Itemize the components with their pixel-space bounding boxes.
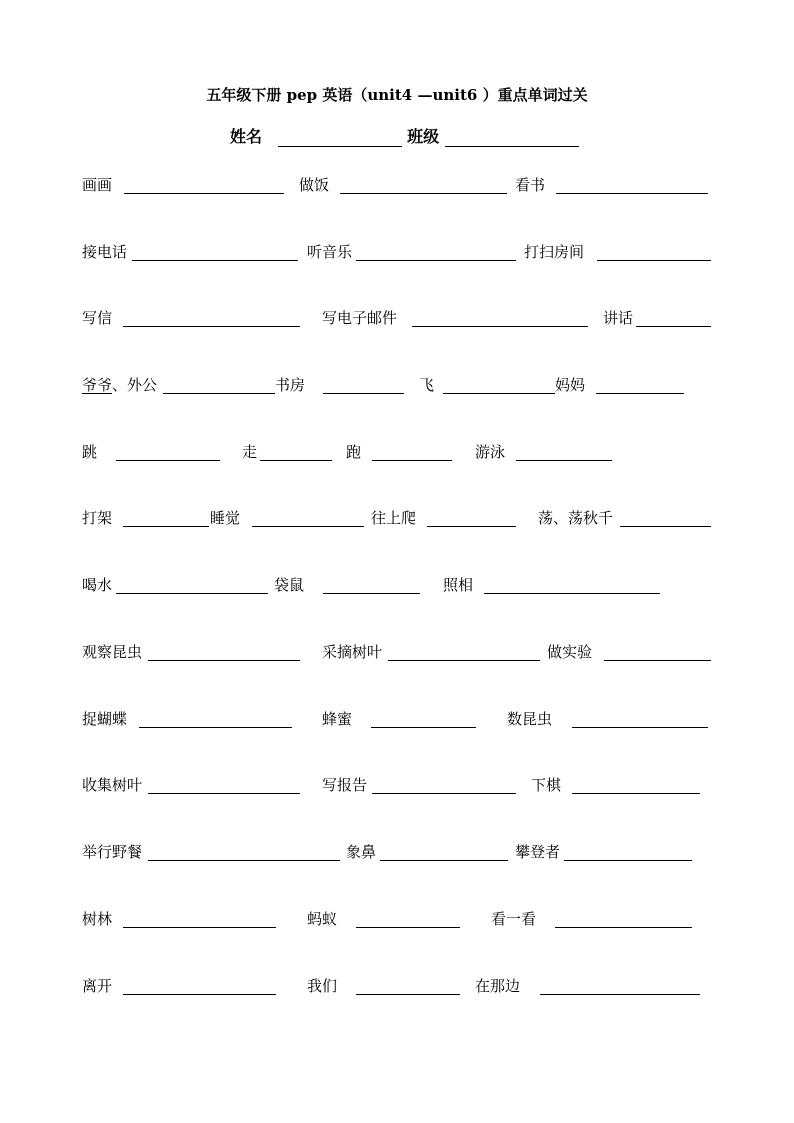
- word-label: 收集树叶: [82, 776, 143, 794]
- answer-blank[interactable]: [116, 460, 220, 461]
- answer-blank[interactable]: [356, 260, 516, 261]
- vocab-row: [0, 374, 794, 398]
- word-label: 爷爷、外公: [82, 376, 158, 394]
- answer-blank[interactable]: [148, 793, 300, 794]
- word-label: 喝水: [82, 576, 113, 594]
- answer-blank[interactable]: [484, 593, 660, 594]
- word-label: 写电子邮件: [322, 309, 398, 327]
- word-label: 看一看: [491, 910, 537, 928]
- word-label: 往上爬: [371, 509, 417, 527]
- word-label: 写报告: [322, 776, 368, 794]
- answer-blank[interactable]: [372, 460, 452, 461]
- word-label: 采摘树叶: [322, 643, 383, 661]
- answer-blank[interactable]: [340, 193, 507, 194]
- word-label: 下棋: [531, 776, 562, 794]
- word-label: 飞: [419, 376, 435, 394]
- word-label: 讲话: [603, 309, 634, 327]
- vocab-row: [0, 708, 794, 732]
- word-label: 打扫房间: [524, 243, 585, 261]
- name-field[interactable]: [278, 128, 402, 147]
- answer-blank[interactable]: [323, 393, 404, 394]
- word-label: 我们: [307, 977, 338, 995]
- word-label: 蚂蚁: [307, 910, 338, 928]
- word-label: 跳: [82, 443, 98, 461]
- answer-blank[interactable]: [323, 593, 420, 594]
- word-label: 照相: [443, 576, 474, 594]
- word-label: 接电话: [82, 243, 128, 261]
- answer-blank[interactable]: [636, 326, 711, 327]
- word-label: 睡觉: [210, 509, 241, 527]
- vocab-row: [0, 975, 794, 999]
- answer-blank[interactable]: [572, 727, 708, 728]
- answer-blank[interactable]: [443, 393, 555, 394]
- answer-blank[interactable]: [596, 393, 684, 394]
- word-label: 游泳: [475, 443, 506, 461]
- word-label: 荡、荡秋千: [538, 509, 614, 527]
- answer-blank[interactable]: [132, 260, 298, 261]
- word-label: 在那边: [475, 977, 521, 995]
- word-label: 袋鼠: [274, 576, 305, 594]
- answer-blank[interactable]: [540, 994, 700, 995]
- answer-blank[interactable]: [380, 860, 508, 861]
- answer-blank[interactable]: [163, 393, 275, 394]
- word-label: 离开: [82, 977, 113, 995]
- answer-blank[interactable]: [371, 727, 476, 728]
- word-label: 听音乐: [307, 243, 353, 261]
- answer-blank[interactable]: [564, 860, 692, 861]
- vocab-row: [0, 774, 794, 798]
- word-label: 跑: [346, 443, 362, 461]
- word-label: 蜂蜜: [322, 710, 353, 728]
- answer-blank[interactable]: [252, 526, 364, 527]
- vocab-row: [0, 641, 794, 665]
- vocab-row: [0, 507, 794, 531]
- word-label: 书房: [275, 376, 306, 394]
- word-label: 看书: [515, 176, 546, 194]
- word-label: 数昆虫: [507, 710, 553, 728]
- answer-blank[interactable]: [148, 660, 300, 661]
- answer-blank[interactable]: [123, 994, 276, 995]
- answer-blank[interactable]: [356, 927, 460, 928]
- vocab-row: [0, 574, 794, 598]
- class-field[interactable]: [445, 128, 579, 147]
- answer-blank[interactable]: [116, 593, 268, 594]
- vocab-row: [0, 908, 794, 932]
- name-label: 姓名: [230, 127, 263, 146]
- word-label: 写信: [82, 309, 113, 327]
- answer-blank[interactable]: [604, 660, 711, 661]
- answer-blank[interactable]: [123, 326, 300, 327]
- answer-blank[interactable]: [372, 793, 516, 794]
- answer-blank[interactable]: [572, 793, 700, 794]
- vocab-row: [0, 307, 794, 331]
- answer-blank[interactable]: [123, 927, 276, 928]
- word-label: 观察昆虫: [82, 643, 143, 661]
- answer-blank[interactable]: [516, 460, 612, 461]
- vocab-row: [0, 241, 794, 265]
- name-class-header: [230, 124, 579, 147]
- word-underline: [82, 393, 112, 394]
- answer-blank[interactable]: [388, 660, 540, 661]
- answer-blank[interactable]: [260, 460, 332, 461]
- word-label: 举行野餐: [82, 843, 143, 861]
- word-label: 画画: [82, 176, 113, 194]
- vocab-row: [0, 841, 794, 865]
- word-label: 象鼻: [346, 843, 377, 861]
- page-title: 五年级下册 pep 英语（unit4 —unit6 ）重点单词过关: [206, 86, 588, 104]
- vocab-row: [0, 441, 794, 465]
- class-label: 班级: [407, 127, 440, 146]
- word-label: 攀登者: [515, 843, 561, 861]
- word-label: 走: [242, 443, 258, 461]
- word-label: 做饭: [299, 176, 330, 194]
- answer-blank[interactable]: [556, 193, 708, 194]
- answer-blank[interactable]: [356, 994, 460, 995]
- answer-blank[interactable]: [412, 326, 588, 327]
- answer-blank[interactable]: [139, 727, 292, 728]
- word-label: 做实验: [547, 643, 593, 661]
- word-label: 捉蝴蝶: [82, 710, 128, 728]
- word-label: 妈妈: [555, 376, 586, 394]
- answer-blank[interactable]: [148, 860, 340, 861]
- answer-blank[interactable]: [620, 526, 711, 527]
- answer-blank[interactable]: [597, 260, 711, 261]
- answer-blank[interactable]: [555, 927, 692, 928]
- word-label: 树林: [82, 910, 113, 928]
- answer-blank[interactable]: [123, 526, 209, 527]
- answer-blank[interactable]: [124, 193, 284, 194]
- vocab-row: [0, 174, 794, 198]
- word-label: 打架: [82, 509, 113, 527]
- answer-blank[interactable]: [427, 526, 516, 527]
